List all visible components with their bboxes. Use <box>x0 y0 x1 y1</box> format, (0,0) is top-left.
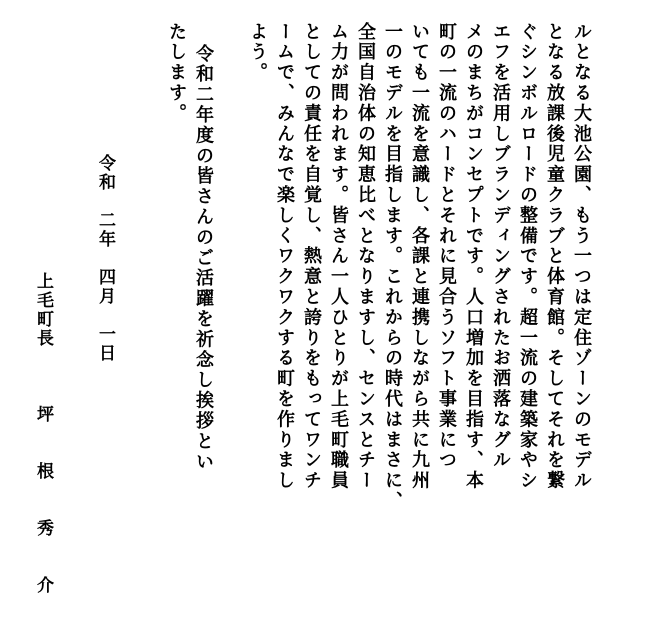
body-line-6: 町の一流のハードとそれに見合うソフト事業につ <box>436 22 457 471</box>
closing-line-2: たします。 <box>166 22 187 124</box>
closing-line-1: 令和二年度の皆さんのご活躍を祈念し挨拶とい <box>193 44 214 473</box>
letter-date: 令和 二年 四月 一日 <box>95 154 115 363</box>
body-line-9: 全国自治体の知恵比べとなりますし、センスとチー <box>355 22 376 492</box>
body-line-11: としての責任を自覚し、熱意と誇りをもってワンチ <box>301 22 322 492</box>
body-line-8: 一のモデルを目指します。これからの時代はまさに、 <box>382 22 403 512</box>
body-line-13: よう。 <box>247 22 268 84</box>
body-line-2: となる放課後児童クラブと体育館。そしてそれを繋 <box>544 22 565 492</box>
body-line-7: いても一流を意識し、各課と連携しながら共に九州 <box>409 22 430 492</box>
body-line-5: メのまちがコンセプトです。人口増加を目指す、本 <box>463 22 484 492</box>
body-line-1: ルとなる大池公園、もう一つは定住ゾーンのモデル <box>571 22 592 492</box>
body-line-10: ム力が問われます。皆さん一人ひとりが上毛町職員 <box>328 22 349 492</box>
body-line-4: エフを活用しブランディングされたお洒落なグル <box>490 22 511 471</box>
body-line-3: ぐシンボルロードの整備です。超一流の建築家やシ <box>517 22 538 492</box>
letter-signature: 上毛町長 坪 根 秀 介 <box>33 272 53 595</box>
body-line-12: ームで、みんなで楽しくワクワクする町を作りまし <box>274 22 295 492</box>
